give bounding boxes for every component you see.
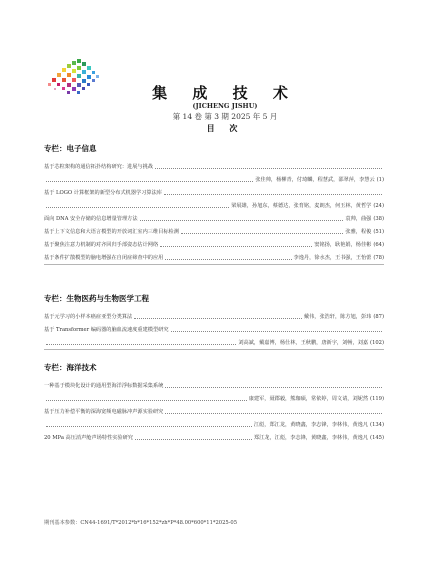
toc-entry[interactable] — [44, 223, 384, 236]
article-authors: 康建军，聂郡毅，熊珈硕，常依婷，周文请，刘妮然 — [248, 396, 369, 402]
article-authors: 郑江龙，江彪，李志锋，黄晓鑫，李林伟，黄逸凡 — [253, 435, 369, 441]
article-title: 基于 LOGO 计算框架的新型分布式机器学习算法库 — [44, 190, 162, 196]
article-page: (78) — [373, 255, 384, 261]
article-title: 基于元学习的小样本癌症亚型分类算法 — [44, 314, 133, 320]
article-page: (38) — [373, 216, 384, 222]
section-title: 专栏：电子信息 — [44, 144, 97, 153]
article-title: 基于芯粒架构的通信拓扑结构研究：进展与挑战 — [44, 164, 153, 170]
article-title: 面向 DNA 安全存储的信息增量管理方法 — [44, 216, 138, 222]
article-page: (102) — [370, 340, 384, 346]
section-ocean — [44, 362, 384, 442]
issue-info: 第 14 卷 第 3 期 2025 年 5 月 — [172, 112, 278, 121]
article-page: (145) — [370, 435, 384, 441]
article-authors: 张雅，程俊 — [345, 229, 372, 235]
journal-logo-icon — [44, 52, 106, 100]
article-authors: 刘高斌，戴嘉博，杨仕林，王秋鹏，唐新宇，刘畅，刘嘉 — [238, 340, 369, 346]
article-title: 一种基于模块化设计的通用型海洋浮标数据采集系统 — [44, 383, 164, 389]
article-authors: 李逸丹，徐水杰，王书强，王怡蕾 — [293, 255, 372, 261]
article-title: 基于聚焦注意力机制的对齐回归手部姿态估计网络 — [44, 242, 159, 248]
article-authors: 江彪，郑江龙，黄晓鑫，李志锋，李林伟，黄逸凡 — [253, 422, 369, 428]
article-title: 20 MPa 高压消声舱声场特性实验研究 — [44, 435, 133, 441]
article-page: (64) — [373, 242, 384, 248]
article-page: (134) — [370, 422, 384, 428]
section-divider — [44, 264, 384, 265]
article-page: (1) — [376, 177, 384, 183]
toc-entry[interactable] — [44, 158, 384, 184]
section-divider — [44, 349, 384, 350]
toc-entry[interactable] — [44, 403, 384, 429]
toc-entry[interactable] — [44, 236, 384, 249]
article-authors: 梁展雄，孙旭东，蔡德达，张育铭，麦朗杰，何玉林，黄哲学 — [231, 203, 372, 209]
article-page: (51) — [373, 229, 384, 235]
journal-title: 集 成 技 术 — [152, 84, 298, 102]
section-electronic-info — [44, 143, 384, 265]
toc-entry[interactable] — [44, 308, 384, 321]
journal-pinyin: (JICHENG JISHU) — [192, 102, 258, 110]
journal-parameters: 期刊基本参数：CN44-1691/T*2012*b*16*152*zh*P*48.00*600*11*2025-05 — [44, 520, 238, 526]
section-title: 专栏：生物医药与生物医学工程 — [44, 294, 149, 303]
article-title: 基于上下文信息和大语言模型的开放词汇室内三维目标检测 — [44, 229, 179, 235]
toc-entry[interactable] — [44, 184, 384, 210]
article-authors: 窦铭扬，耿艳娟，杨佳彬 — [314, 242, 372, 248]
article-page: (24) — [373, 203, 384, 209]
toc-entry[interactable] — [44, 377, 384, 403]
article-title: 基于压力补偿平衡的深海宽频电磁脉冲声源实验研究 — [44, 409, 164, 415]
section-biomed — [44, 293, 384, 350]
article-authors: 张佳帅，杨柳青，付琦麟，程慧武，邵翠萍，李慧云 — [255, 177, 375, 183]
toc-entry[interactable] — [44, 429, 384, 442]
article-page: (87) — [373, 314, 384, 320]
toc-entry[interactable] — [44, 210, 384, 223]
article-title: 基于 Transformer 编码器的脑血流速度重建模型研究 — [44, 327, 169, 333]
article-authors: 袁帅，曲强 — [345, 216, 372, 222]
toc-heading: 目 次 — [206, 123, 244, 133]
section-title: 专栏：海洋技术 — [44, 363, 97, 372]
article-authors: 戴伟，张浩轩，陈方旭，彭玮 — [303, 314, 372, 320]
article-page: (119) — [370, 396, 384, 402]
toc-entry[interactable] — [44, 321, 384, 347]
article-title: 基于条件扩散模型的脑电增强在自闭症筛查中的应用 — [44, 255, 164, 261]
toc-entry[interactable] — [44, 249, 384, 262]
